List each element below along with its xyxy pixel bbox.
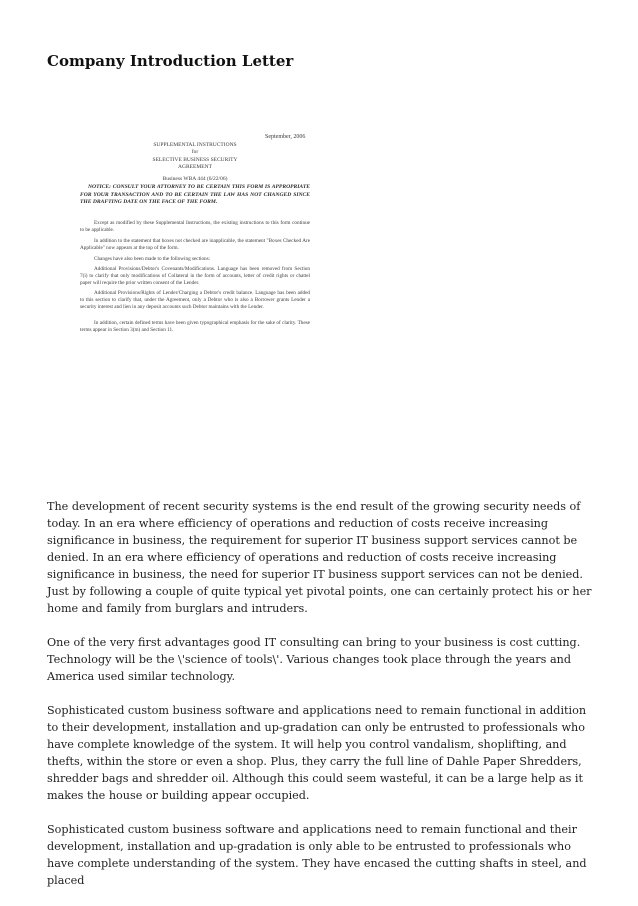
paragraph: One of the very first advantages good IT consulting can bring to your business is cost cutting. Technology will be the \'science of tools\'. Various changes took place through the years and America used similar technology. <box>47 636 581 683</box>
scan-paragraph-5: Additional Provisions/Rights of Lender/Charging a Debtor's credit balance. Language has been added to this section to clarify that, under the Agreement, only a Debtor who is also a Borrower grants Lender a security interest and lien in any deposit accounts such Debtor maintains with the Lender. <box>80 290 310 310</box>
scan-paragraph-3: Changes have also been made to the following sections: <box>94 256 211 262</box>
scan-paragraph-2: In addition to the statement that boxes not checked are inapplicable, the statement "Boxes Checked Are Applicable" now appears at the top of the form. <box>80 238 310 251</box>
scan-paragraph-4: Additional Provisions/Debtor's Covenants/Modifications. Language has been removed from Section 7(i) to clarify that only modifications of Collateral in the form of accounts, letter of credit rights or chattel paper will require the prior written consent of the Lender. <box>80 266 310 286</box>
page-title: Company Introduction Letter <box>47 52 294 70</box>
scan-heading-2: for <box>191 149 199 155</box>
paragraph: Sophisticated custom business software and applications need to remain functional in addition to their development, installation and up-gradation can only be entrusted to professionals who have complete knowledge of the system. It will help you control vandalism, shoplifting, and thefts, within the store or even a shop. Plus, they carry the full line of Dahle Paper Shredders, shredder bags and shredder oil. Although this could seem wasteful, it can be a large help as it makes the house or building appear occupied. <box>47 704 587 802</box>
paragraph: Sophisticated custom business software and applications need to remain functional and their development, installation and up-gradation is only able to be entrusted to professionals who have complete understanding of the system. They have encased the cutting shafts in steel, and placed <box>47 823 587 887</box>
scan-paragraph-6: In addition, certain defined terms have been given typographical emphasis for the sake of clarity. These terms appear in Section 3(m) and Section 11. <box>80 320 310 333</box>
scan-notice: NOTICE: CONSULT YOUR ATTORNEY TO BE CERTAIN THIS FORM IS APPROPRIATE FOR YOUR TRANSACTION AND TO BE CERTAIN THE LAW HAS NOT CHANGED SINCE THE DRAFTING DATE ON THE FACE OF THE FORM. <box>80 184 310 205</box>
scan-heading-1: SUPPLEMENTAL INSTRUCTIONS <box>153 142 237 148</box>
scan-paragraph-1: Except as modified by these Supplemental Instructions, the existing instructions to this form continue to be applicable. <box>80 220 310 233</box>
scan-heading-3: SELECTIVE BUSINESS SECURITY AGREEMENT <box>152 157 238 170</box>
article-body <box>47 498 595 906</box>
scanned-document-image <box>60 112 580 492</box>
paragraph: The development of recent security systems is the end result of the growing security needs of today. In an era where efficiency of operations and reduction of costs receive increasing significance in business, the requirement for superior IT business support services cannot be denied. In an era where efficiency of operations and reduction of costs receive increasing significance in business, the need for superior IT business support services can not be denied. Just by following a couple of quite typical yet pivotal points, one can certainly protect his or her home and family from burglars and intruders. <box>47 500 592 615</box>
scan-heading-4: Business WBA 444 (6/22/06) <box>162 176 228 182</box>
scan-date: September, 2006 <box>265 134 306 140</box>
